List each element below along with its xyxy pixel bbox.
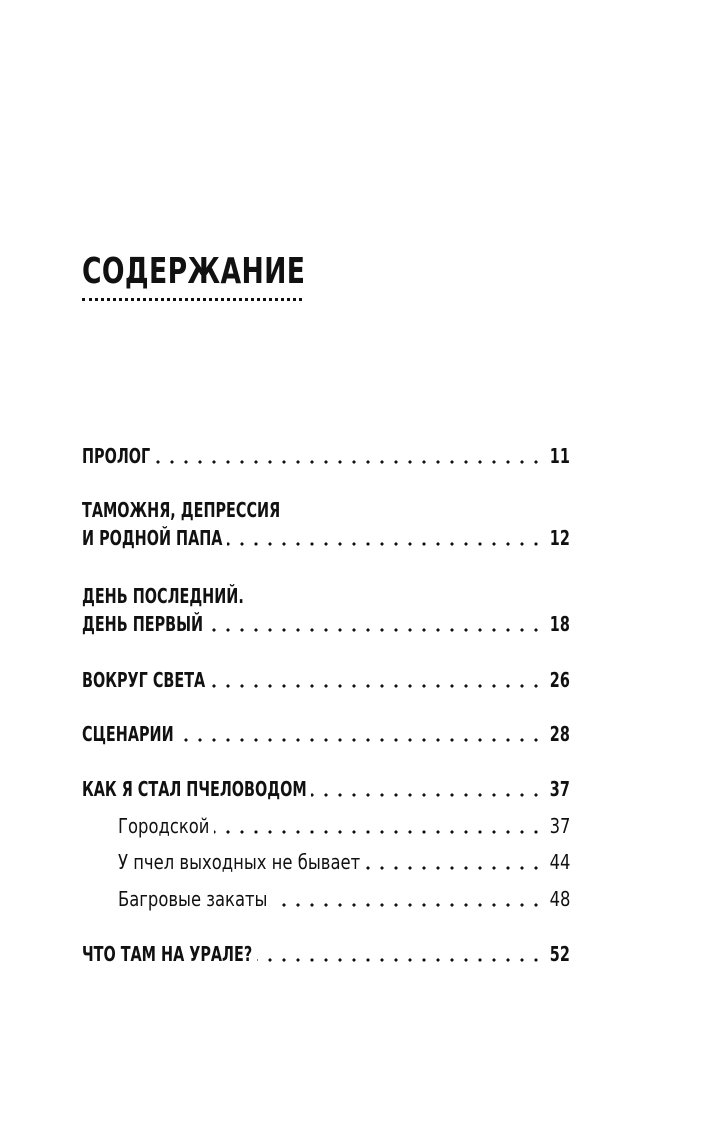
toc-subentry-title: Багровые закаты	[118, 887, 268, 911]
page-title: СОДЕРЖАНИЕ	[82, 251, 306, 292]
toc-entry-title-line: ТАМОЖНЯ, ДЕПРЕССИЯ	[82, 498, 281, 522]
dot-leader	[227, 542, 543, 546]
toc-entry-title: ЧТО ТАМ НА УРАЛЕ?	[82, 942, 253, 966]
dot-leader	[272, 903, 543, 907]
toc-entry-customs[interactable]	[82, 496, 570, 552]
toc-entry-page: 52	[549, 942, 570, 966]
toc-entry-title-line: ДЕНЬ ПОСЛЕДНИЙ.	[82, 584, 244, 608]
toc-entry-prologue[interactable]	[82, 442, 570, 470]
toc-subentry-title: У пчел выходных не бывает	[118, 850, 361, 874]
toc-entry-page: 37	[549, 777, 570, 801]
toc-entry-ural[interactable]	[82, 940, 570, 968]
toc-entry-page: 28	[549, 722, 570, 746]
toc-entry-page: 12	[549, 526, 570, 550]
toc-entry-page: 26	[549, 668, 570, 692]
toc-entry-title: ВОКРУГ СВЕТА	[82, 668, 206, 692]
toc-subentry-page: 37	[549, 814, 570, 838]
dot-leader	[155, 460, 543, 464]
toc-entry-title: СЦЕНАРИИ	[82, 722, 174, 746]
toc-entry-title: ДЕНЬ ПЕРВЫЙ	[82, 612, 204, 636]
dot-leader	[214, 830, 543, 834]
toc-entry-beekeeper[interactable]	[82, 775, 570, 803]
title-underline	[82, 298, 302, 301]
toc-entry-title: КАК Я СТАЛ ПЧЕЛОВОДОМ	[82, 777, 307, 801]
toc-subentry-page: 48	[549, 887, 570, 911]
toc-subentry-page: 44	[549, 850, 570, 874]
dot-leader	[311, 793, 543, 797]
toc-entry-page: 11	[549, 444, 570, 468]
toc-entry-title: ПРОЛОГ	[82, 444, 151, 468]
toc-entry-last-day[interactable]	[82, 582, 570, 638]
dot-leader	[208, 628, 543, 632]
toc-entry-page: 18	[549, 612, 570, 636]
toc-entry-scenarios[interactable]	[82, 720, 570, 748]
toc-subentry-title: Городской	[118, 814, 210, 838]
toc-entry-title: И РОДНОЙ ПАПА	[82, 526, 223, 550]
toc-subentry-no-days-off[interactable]	[118, 848, 570, 876]
dot-leader	[257, 958, 543, 962]
dot-leader	[210, 684, 543, 688]
dot-leader	[178, 738, 543, 742]
toc-subentry-crimson-sunsets[interactable]	[118, 885, 570, 913]
dot-leader	[365, 866, 543, 870]
toc-subentry-city[interactable]	[118, 812, 570, 840]
toc-entry-around-world[interactable]	[82, 666, 570, 694]
